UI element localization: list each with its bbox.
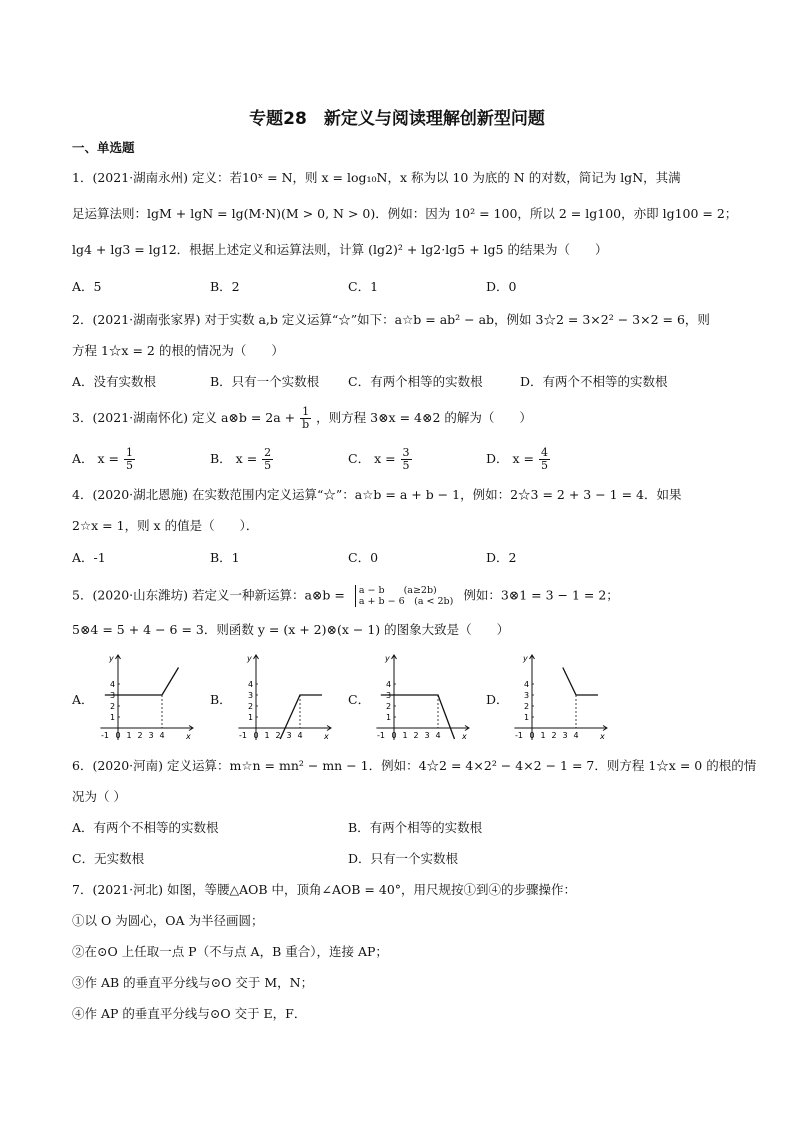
y-axis-name: y bbox=[247, 654, 252, 663]
x-tick-label: 0 bbox=[253, 731, 259, 740]
y-tick-label: 3 bbox=[248, 691, 254, 700]
x-tick-label: 4 bbox=[159, 731, 165, 740]
option-fraction bbox=[262, 447, 273, 472]
q4-option-c: C．0 bbox=[348, 550, 379, 565]
q5-graph-label-a: A． bbox=[72, 692, 94, 707]
q2-option-c: C．有两个相等的实数根 bbox=[348, 374, 483, 389]
section-heading: 一、单选题 bbox=[72, 140, 135, 155]
x-tick-label: 3 bbox=[286, 731, 292, 740]
page-title: 专题28 新定义与阅读理解创新型问题 bbox=[249, 109, 545, 129]
q2-line2: 方程 1☆x = 2 的根的情况为（ ） bbox=[72, 343, 284, 358]
x-axis-name: x bbox=[324, 732, 329, 741]
option-var: x = bbox=[235, 451, 258, 466]
x-tick-label: 4 bbox=[435, 731, 441, 740]
frac-d: 5 bbox=[541, 459, 548, 472]
q5-line1 bbox=[72, 585, 619, 607]
x-tick-label: 3 bbox=[148, 731, 154, 740]
q6-line2: 况为（ ） bbox=[72, 789, 126, 804]
y-tick-label: 4 bbox=[110, 680, 116, 689]
option-label: A． bbox=[72, 451, 94, 466]
q1-option-c: C．1 bbox=[348, 279, 379, 294]
x-tick-label: 2 bbox=[275, 731, 281, 740]
function-curve bbox=[105, 668, 179, 696]
q5-case2: a + b − 6 (a < 2b) bbox=[358, 596, 454, 607]
q5-line2: 5⊗4 = 5 + 4 − 6 = 3．则函数 y = (x + 2)⊗(x − 1) 的图象大致是（ ） bbox=[72, 622, 510, 637]
q5-graph-b bbox=[234, 652, 334, 748]
x-tick-label: 0 bbox=[115, 731, 121, 740]
y-tick-label: 4 bbox=[524, 680, 530, 689]
y-tick-label: 3 bbox=[110, 691, 116, 700]
q1-line2: 足运算法则：lgM + lgN = lg(M·N)(M > 0, N > 0)．例如：因为 10² = 100，所以 2 = lg100，亦即 lg100 = 2； bbox=[72, 206, 738, 221]
y-tick-label: 1 bbox=[248, 713, 254, 722]
q1-option-a: A．5 bbox=[72, 279, 102, 294]
x-tick-label: 1 bbox=[402, 731, 408, 740]
q1-option-b: B．2 bbox=[210, 279, 240, 294]
q4-option-b: B．1 bbox=[210, 550, 240, 565]
frac-n: 4 bbox=[541, 446, 548, 459]
q3-line1-post: ，则方程 3⊗x = 4⊗2 的解为（ ） bbox=[316, 410, 532, 425]
y-tick-label: 2 bbox=[386, 702, 392, 711]
option-var: x = bbox=[97, 451, 120, 466]
y-tick-label: 1 bbox=[110, 713, 116, 722]
x-tick-label: 1 bbox=[540, 731, 546, 740]
option-label: D． bbox=[486, 451, 509, 466]
x-tick-label: 3 bbox=[562, 731, 568, 740]
q6-option-d: D．只有一个实数根 bbox=[348, 851, 459, 866]
y-tick-label: 2 bbox=[110, 702, 116, 711]
q6-option-c: C．无实数根 bbox=[72, 851, 145, 866]
y-tick-label: 4 bbox=[248, 680, 254, 689]
q7-step3: ③作 AB 的垂直平分线与⊙O 交于 M，N； bbox=[72, 975, 314, 990]
q3-option-c bbox=[348, 447, 413, 472]
y-axis-name: y bbox=[523, 654, 528, 663]
x-tick-label: 1 bbox=[264, 731, 270, 740]
x-tick-label: 1 bbox=[126, 731, 132, 740]
q3-line1-pre: 3．(2021·湖南怀化) 定义 a⊗b = 2a + bbox=[72, 410, 296, 425]
option-var: x = bbox=[374, 451, 396, 466]
x-tick-label: 2 bbox=[413, 731, 419, 740]
q3-option-d bbox=[486, 447, 551, 472]
y-axis-name: y bbox=[109, 654, 114, 663]
q5-piecewise bbox=[355, 585, 454, 607]
q3-frac-numerator: 1 bbox=[300, 406, 311, 419]
option-label: B． bbox=[210, 451, 232, 466]
q3-option-a bbox=[72, 447, 136, 472]
x-tick-label: -1 bbox=[101, 731, 109, 740]
q7-step2: ②在⊙O 上任取一点 P（不与点 A，B 重合），连接 AP； bbox=[72, 944, 388, 959]
q1-option-d: D．0 bbox=[486, 279, 517, 294]
option-var: x = bbox=[512, 451, 535, 466]
q5-graph-c bbox=[372, 652, 472, 748]
q5-graph-d bbox=[510, 652, 610, 748]
q6-option-a: A．有两个不相等的实数根 bbox=[72, 820, 219, 835]
x-tick-label: 0 bbox=[391, 731, 397, 740]
option-fraction bbox=[401, 447, 412, 472]
x-axis-name: x bbox=[600, 732, 605, 741]
q4-option-a: A．-1 bbox=[72, 550, 106, 565]
x-tick-label: 4 bbox=[573, 731, 579, 740]
q3-option-b bbox=[210, 447, 274, 472]
y-tick-label: 2 bbox=[524, 702, 530, 711]
x-tick-label: 2 bbox=[551, 731, 557, 740]
q5-graph-label-b: B． bbox=[210, 692, 232, 707]
frac-d: 5 bbox=[264, 459, 272, 472]
x-tick-label: -1 bbox=[515, 731, 523, 740]
q7-step1: ①以 O 为圆心，OA 为半径画圆； bbox=[72, 913, 264, 928]
q5-case1: a − b (a≥2b) bbox=[358, 585, 437, 596]
q7-step4: ④作 AP 的垂直平分线与⊙O 交于 E，F． bbox=[72, 1006, 307, 1021]
x-tick-label: 4 bbox=[297, 731, 303, 740]
q4-line1: 4．(2020·湖北恩施) 在实数范围内定义运算“☆”：a☆b = a + b − 1，例如：2☆3 = 2 + 3 − 1 = 4．如果 bbox=[72, 487, 682, 502]
x-tick-label: -1 bbox=[239, 731, 247, 740]
frac-n: 2 bbox=[264, 446, 272, 459]
x-axis-name: x bbox=[186, 732, 191, 741]
q4-option-d: D．2 bbox=[486, 550, 517, 565]
frac-d: 5 bbox=[126, 459, 133, 472]
q6-line1: 6．(2020·河南) 定义运算：m☆n = mn² − mn − 1．例如：4☆2 = 4×2² − 4×2 − 1 = 7．则方程 1☆x = 0 的根的情 bbox=[72, 758, 757, 773]
q2-option-a: A．没有实数根 bbox=[72, 374, 157, 389]
q1-line1: 1．(2021·湖南永州) 定义：若10ˣ = N，则 x = log₁₀N，x 称为以 10 为底的 N 的对数，简记为 lgN，其满 bbox=[72, 170, 681, 185]
q5-graph-label-c: C． bbox=[348, 692, 371, 707]
q2-option-b: B．只有一个实数根 bbox=[210, 374, 320, 389]
option-label: C． bbox=[348, 451, 371, 466]
q1-line3: lg4 + lg3 = lg12．根据上述定义和运算法则，计算 (lg2)² + lg2·lg5 + lg5 的结果为（ ） bbox=[72, 242, 608, 257]
x-tick-label: 2 bbox=[137, 731, 143, 740]
y-tick-label: 3 bbox=[524, 691, 530, 700]
q2-option-d: D．有两个不相等的实数根 bbox=[520, 374, 668, 389]
x-tick-label: -1 bbox=[377, 731, 385, 740]
q5-graph-label-d: D． bbox=[486, 692, 509, 707]
y-axis-name: y bbox=[385, 654, 390, 663]
q3-frac-denominator: b bbox=[302, 418, 310, 431]
y-tick-label: 1 bbox=[524, 713, 530, 722]
y-tick-label: 4 bbox=[386, 680, 392, 689]
x-tick-label: 0 bbox=[529, 731, 535, 740]
function-curve bbox=[563, 668, 598, 696]
x-tick-label: 3 bbox=[424, 731, 430, 740]
q2-line1: 2．(2021·湖南张家界) 对于实数 a,b 定义运算“☆”如下：a☆b = ab² − ab，例如 3☆2 = 3×2² − 3×2 = 6，则 bbox=[72, 312, 710, 327]
option-fraction bbox=[539, 447, 550, 472]
y-tick-label: 3 bbox=[386, 691, 392, 700]
y-tick-label: 2 bbox=[248, 702, 254, 711]
q3-line1 bbox=[72, 406, 532, 431]
q6-option-b: B．有两个相等的实数根 bbox=[348, 820, 483, 835]
q7-line1: 7．(2021·河北) 如图，等腰△AOB 中，顶角∠AOB = 40°，用尺规按①到④的步骤操作： bbox=[72, 882, 577, 897]
q5-line1-pre: 5．(2020·山东潍坊) 若定义一种新运算：a⊗b = bbox=[72, 587, 345, 603]
frac-n: 3 bbox=[402, 446, 410, 459]
x-axis-name: x bbox=[462, 732, 467, 741]
q3-fraction bbox=[300, 406, 311, 431]
q5-line1-post: 例如：3⊗1 = 3 − 1 = 2； bbox=[463, 587, 619, 603]
option-fraction bbox=[124, 447, 135, 472]
y-tick-label: 1 bbox=[386, 713, 392, 722]
q4-line2: 2☆x = 1，则 x 的值是（ ）． bbox=[72, 518, 259, 533]
frac-d: 5 bbox=[402, 459, 410, 472]
q5-graph-a bbox=[96, 652, 196, 748]
frac-n: 1 bbox=[126, 446, 133, 459]
